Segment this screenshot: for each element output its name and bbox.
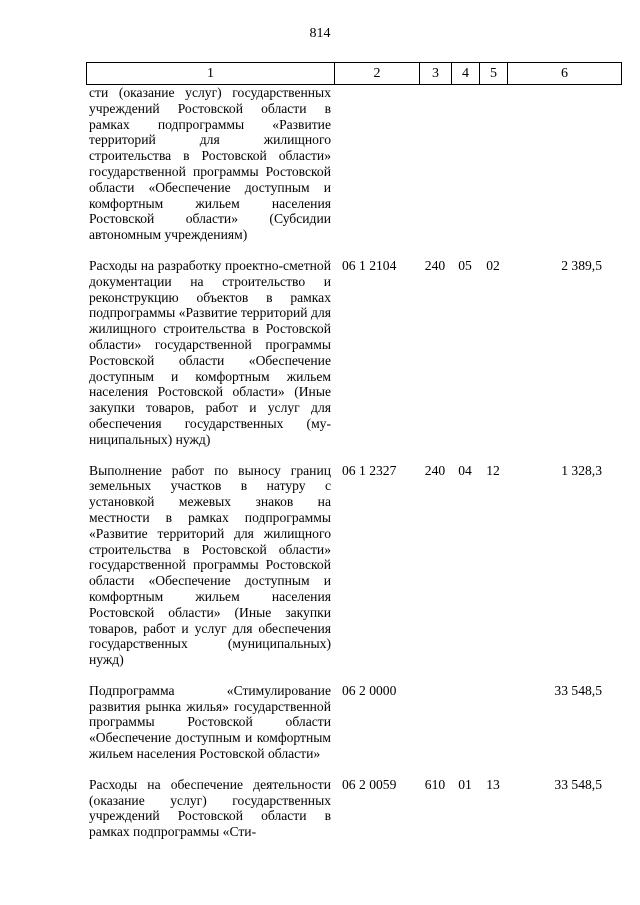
table-row	[86, 777, 621, 840]
table-row	[86, 258, 621, 448]
row-amount: 1 328,3	[561, 462, 602, 478]
table-body	[86, 85, 621, 840]
row-target-code: 06 2 0000	[342, 682, 397, 698]
header-col-2: 2	[335, 63, 420, 85]
row-description: Расходы на обеспечение деятельности (оказание услуг) государственных учреждений Ростовской области в рамках подпрограммы «Сти-	[89, 776, 331, 840]
row-description: Выполнение работ по выносу границ земельных участков в натуру с установкой межевых знаков на местности в рамках подпрограммы «Развитие территорий для жилищного строительства в Ростовской области» государственной программы Ростовской области «Обеспечение доступным и комфортным жильем населения Ростовской области» (Иные закупки товаров, работ и услуг для обеспечения государственных (муниципальных) нужд)	[89, 462, 331, 668]
row-section: 05	[458, 257, 472, 273]
row-description: Расходы на разработку проектно-сметной документации на строительство и реконструкцию объектов в рамках подпрограммы «Развитие территорий для жилищного строительства в Ростовской области» государственной программы Ростовской области «Обеспечение доступным и комфортным жильем населения Ростовской области» (Иные закупки товаров, работ и услуг для обеспечения государственных (муниципальных) нужд)	[89, 257, 331, 447]
row-amount: 33 548,5	[554, 682, 602, 698]
row-description: Подпрограмма «Стимулирование развития рынка жилья» государственной программы Ростовской области «Обеспечение доступным и комфортным жильем населения Ростовской области»	[89, 682, 331, 762]
row-expense-type: 610	[424, 776, 446, 792]
row-expense-type: 240	[424, 462, 446, 478]
row-subsection: 13	[486, 776, 500, 792]
table-header	[86, 62, 622, 85]
header-col-1: 1	[87, 63, 335, 85]
row-description: сти (оказание услуг) государственных учреждений Ростовской области в рамках подпрограммы «Развитие территорий для жилищного строительства в Ростовской области» государственной программы Ростовской области «Обеспечение доступным и комфортным жильем населения Ростовской области» (Субсидии автономным учреждениям)	[89, 85, 331, 243]
row-target-code: 06 2 0059	[342, 776, 397, 792]
row-amount: 2 389,5	[561, 257, 602, 273]
row-subsection: 02	[486, 257, 500, 273]
table-row	[86, 683, 621, 762]
row-subsection: 12	[486, 462, 500, 478]
header-col-3: 3	[420, 63, 452, 85]
row-target-code: 06 1 2104	[342, 257, 397, 273]
row-section: 01	[458, 776, 472, 792]
page-number: 814	[309, 26, 331, 41]
table-row	[86, 463, 621, 668]
header-col-5: 5	[480, 63, 508, 85]
table-row	[86, 85, 621, 243]
row-section: 04	[458, 462, 472, 478]
row-expense-type: 240	[424, 257, 446, 273]
header-col-6: 6	[508, 63, 622, 85]
row-target-code: 06 1 2327	[342, 462, 397, 478]
header-col-4: 4	[452, 63, 480, 85]
row-amount: 33 548,5	[554, 776, 602, 792]
